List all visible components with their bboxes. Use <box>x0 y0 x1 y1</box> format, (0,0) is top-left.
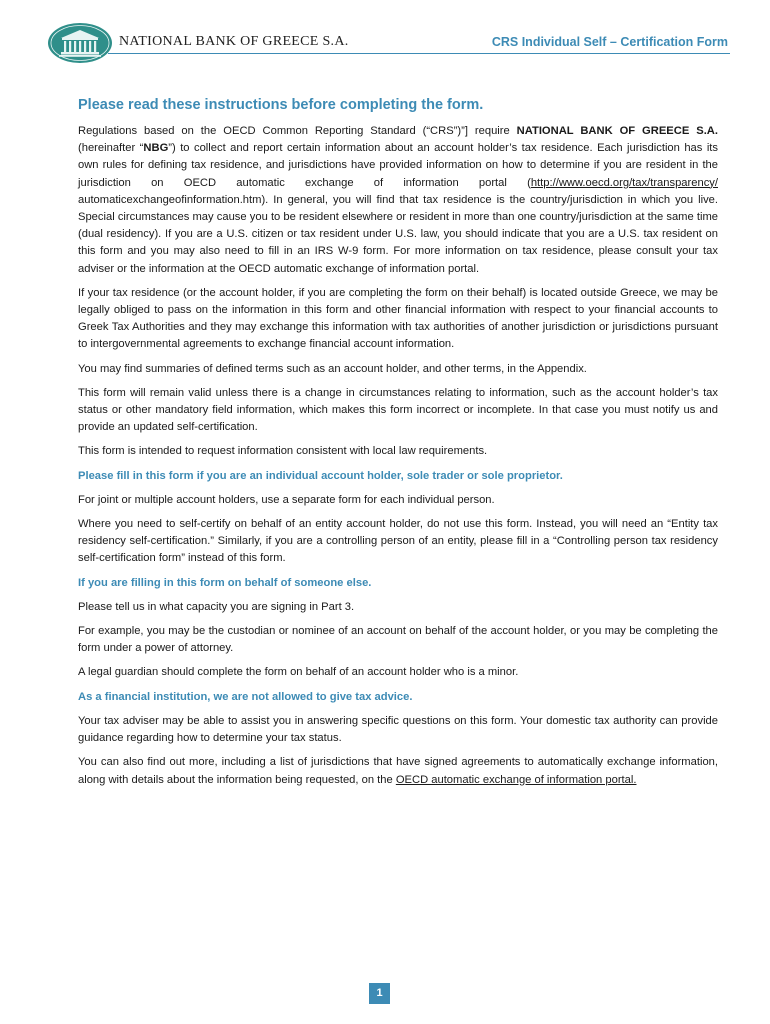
defined-terms-paragraph: You may find summaries of defined terms such as an account holder, and other terms, in the Appendix. <box>78 362 587 375</box>
crs-text-a: Regulations based on the OECD Common Reporting Standard (“CRS”)”] require <box>78 125 517 137</box>
crs-text-b: (hereinafter “ <box>78 142 144 155</box>
joint-holders-paragraph: For joint or multiple account holders, use a separate form for each individual person. <box>78 493 495 506</box>
legal-guardian-paragraph: A legal guardian should complete the form on behalf of an account holder who is a minor. <box>78 666 519 679</box>
individual-section-heading: Please fill in this form if you are an individual account holder, sole trader or sole proprietor. <box>78 469 563 482</box>
bank-name-bold: NATIONAL BANK OF GREECE S.A. <box>516 125 718 137</box>
tax-advice-section-heading: As a financial institution, we are not allowed to give tax advice. <box>78 690 413 703</box>
instructions-heading: Please read these instructions before completing the form. <box>78 97 484 113</box>
crs-text-c: ”) to collect and report certain information about an account holder’s tax residence. Each jurisdiction has its own rules for defining tax residence, and jurisdictions have provided information on how to determine if you are resident in the jurisdiction on OECD automatic exchange of information portal ( <box>78 142 719 189</box>
instructions-body <box>78 95 718 796</box>
entity-holder-paragraph: Where you need to self-certify on behalf of an entity account holder, do not use this form. Instead, you will need an “Entity tax residency self-certification.” Similarly, if you are a controlling person of an entity, please fill in a “Controlling person tax residency self-certification form” instead of this form. <box>78 518 718 565</box>
page-number-badge: 1 <box>369 983 390 1004</box>
bank-name: NATIONAL BANK OF GREECE S.A. <box>119 34 349 49</box>
crs-regulations-paragraph <box>78 123 718 278</box>
oecd-transparency-link[interactable]: http://www.oecd.org/tax/transparency/ <box>530 176 718 189</box>
page-header <box>0 0 770 72</box>
form-validity-paragraph: This form will remain valid unless there is a change in circumstances relating to information, such as the account holder’s tax status or other mandatory field information, which makes this form incorrect or incomplete. In that case you must notify us and provide an updated self-certification. <box>78 386 718 434</box>
header-divider <box>108 53 730 54</box>
nbg-abbreviation: NBG <box>143 142 169 155</box>
capacity-paragraph: Please tell us in what capacity you are signing in Part 3. <box>78 600 355 613</box>
tax-residence-outside-paragraph: If your tax residence (or the account holder, if you are completing the form on their behalf) is located outside Greece, we may be legally obliged to pass on the information in this form and other financial information with respect to your financial accounts to Greek Tax Authorities and they may exchange this information with tax authorities of another jurisdiction or jurisdictions pursuant to intergovernmental agreements to exchange financial account information. <box>78 286 718 351</box>
oecd-portal-paragraph <box>78 754 718 788</box>
bank-building-logo-icon <box>47 22 113 64</box>
custodian-paragraph: For example, you may be the custodian or nominee of an account on behalf of the account holder, or you may be completing the form under a power of attorney. <box>78 625 718 655</box>
crs-text-d: automaticexchangeofinformation.htm). In general, you will find that tax residence is the country/jurisdiction in which you live. Special circumstances may cause you to be resident elsewhere or resident in more than one country/jurisdiction at the same time (dual residency). If you are a U.S. citizen or tax resident under U.S. law, you should indicate that you are a U.S. tax resident on this form and you may also need to fill in an IRS W-9 form. For more information on tax residence, please consult your tax adviser or the information at the OECD automatic exchange of information portal. <box>78 193 718 275</box>
form-title: CRS Individual Self – Certification Form <box>491 35 728 49</box>
oecd-portal-text: You can also find out more, including a list of jurisdictions that have signed agreements to automatically exchange information, along with details about the information being requested, on the <box>78 756 718 786</box>
tax-adviser-paragraph: Your tax adviser may be able to assist you in answering specific questions on this form. Your domestic tax authority can provide guidance regarding how to determine your tax status. <box>78 714 718 745</box>
oecd-portal-link[interactable]: OECD automatic exchange of information portal. <box>395 773 637 786</box>
behalf-section-heading: If you are filling in this form on behalf of someone else. <box>78 576 372 589</box>
local-law-paragraph: This form is intended to request information consistent with local law requirements. <box>78 445 488 458</box>
